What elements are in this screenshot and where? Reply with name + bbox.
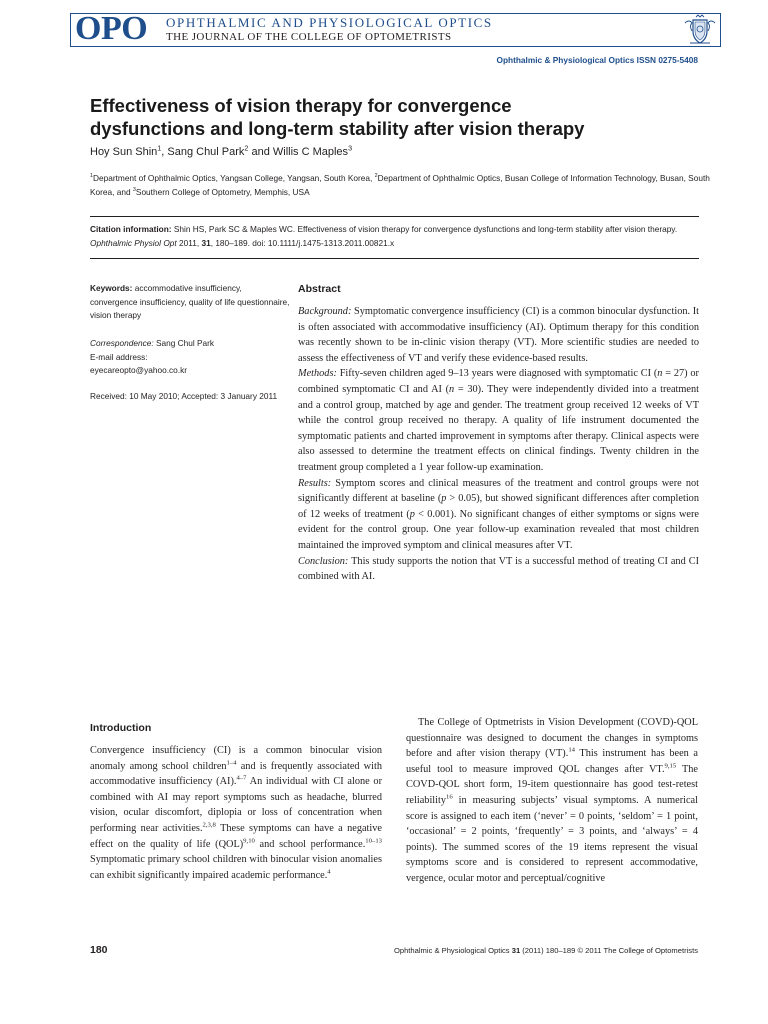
citation-ref: 4 <box>327 868 331 876</box>
correspondence-name: Sang Chul Park <box>153 338 215 348</box>
citation-ref: 1–4 <box>226 759 237 767</box>
keywords-label: Keywords: <box>90 283 133 293</box>
running-footer: Ophthalmic & Physiological Optics 31 (2011) 180–189 © 2011 The College of Optometrists <box>393 946 698 955</box>
introduction-heading: Introduction <box>90 722 152 734</box>
title-line: Effectiveness of vision therapy for convergence <box>90 95 512 116</box>
citation-ref: 4–7 <box>236 774 247 782</box>
page-number: 180 <box>90 944 108 956</box>
citation-ref: 9,10 <box>243 837 255 845</box>
body-column-left <box>90 743 382 883</box>
keywords-block <box>90 282 290 323</box>
author-affiliation-mark: 3 <box>348 144 353 153</box>
author-name: Sang Chul Park <box>167 146 245 158</box>
author-name: Willis C Maples <box>272 146 349 158</box>
citation-ref: 2,3,8 <box>202 821 216 829</box>
correspondence-label: Correspondence: <box>90 338 154 348</box>
journal-logo: OPO <box>75 10 148 47</box>
journal-subtitle: THE JOURNAL OF THE COLLEGE OF OPTOMETRISTS <box>166 31 452 43</box>
paragraph: The College of Optmetrists in Vision Development (COVD)-QOL questionnaire was designed to document the changes in symptoms before and after vision therapy (VT).$^{14}$ This instrument has been a useful tool to measure improved QOL changes after VT.$^{9,15}$ The COVD-QOL short form, 19-item questionnaire has good test-retest reliability$^{16}$ in measuring subjects’ visual symptoms. A numerical score is assigned to each item (‘never’ = 0 points, ‘seldom’ = 1 point, ‘occasional’ = 2 points, ‘frequently’ = 3 points, and ‘always’ = 4 points). The summed scores of the 19 items represent the visual symptoms score and is considered to represent accommodative, vergence, ocular motor and perceptual/cognitive <box>406 717 698 884</box>
divider <box>90 258 699 259</box>
author-affiliation-mark: 1 <box>157 144 162 153</box>
abstract-conclusion: Conclusion: This study supports the notion that VT is a successful method of treating CI and CI combined with AI. <box>298 555 699 583</box>
issn-line: Ophthalmic & Physiological Optics ISSN 0275-5408 <box>496 55 698 65</box>
college-crest-icon <box>681 14 719 46</box>
affiliations: $^1$Department of Ophthalmic Optics, Yangsan College, Yangsan, South Korea, $^2$Department of Ophthalmic Optics, Busan College of Information Technology, Busan, South Korea, and $^3$Southern College of Optometry, Memphis, USA <box>90 173 710 197</box>
email-label: E-mail address: <box>90 351 148 362</box>
body-column-right <box>406 715 698 887</box>
divider <box>90 216 699 217</box>
journal-name: OPHTHALMIC AND PHYSIOLOGICAL OPTICS <box>166 15 493 30</box>
email-link[interactable]: eyecareopto@yahoo.co.kr <box>90 365 187 375</box>
author-list: Hoy Sun Shin$^1$, Sang Chul Park$^2$ and Willis C Maples$^3$ <box>90 144 353 158</box>
abstract-methods: Methods: Fifty-seven children aged 9–13 years were diagnosed with symptomatic CI (n = 27) or combined symptomatic CI and AI (n = 30). They were independently divided into a treatment and a control group, matched by age and gender. The treatment group received 12 weeks of VT while the control group received no therapy. A quality of life instrument documented the symptomatic patients and charted improvement in symptoms after therapy. Clinical aspects were also assessed to determine the treatment effects on clinical findings. Twenty children in the treatment group completed a 1 year follow-up examination. <box>298 368 699 473</box>
keywords-text: accommodative insufficiency, convergence insufficiency, quality of life questionnaire, vision therapy <box>90 283 290 320</box>
author-name: Hoy Sun Shin <box>90 146 158 158</box>
citation-information: Citation information: Shin HS, Park SC & Maples WC. Effectiveness of vision therapy for convergence dysfunctions and long-term stability after vision therapy. Ophthalmic Physiol Opt 2011, 31, 180–189. doi: 10.1111/j.1475-1313.2011.00821.x <box>90 224 678 248</box>
citation-ref: 16 <box>446 793 453 801</box>
correspondence-block <box>90 337 290 378</box>
article-title <box>90 94 710 140</box>
author-affiliation-mark: 2 <box>244 144 249 153</box>
citation-ref: 9,15 <box>664 762 677 770</box>
paragraph: Convergence insufficiency (CI) is a common binocular vision anomaly among school children$^{1-4}$ and is frequently associated with accommodative insufficiency (AI).$^{4-7}$ An individual with CI alone or combined with AI may report symptoms such as headache, blurred vision, ocular discomfort, diplopia or loss of concentration when performing near activities.$^{2,3,8}$ These symptoms can have a negative effect on the quality of life (QOL)$^{9,10}$ and school performance.$^{10-13}$ Symptomatic primary school children with binocular vision anomalies can exhibit significantly impaired academic performance.$^4$ <box>90 745 383 881</box>
abstract-results: Results: Symptom scores and clinical measures of the treatment and control groups were not significantly different at baseline (p > 0.05), but showed significant differences after completion of 12 weeks of treatment (p < 0.001). No significant changes of either symptoms or signs were evident for the control group. One year follow-up examination revealed that most children maintained the improved symptom and clinical measures after VT. <box>298 477 699 551</box>
citation-ref: 14 <box>568 746 575 754</box>
title-line: dysfunctions and long-term stability after vision therapy <box>90 118 585 139</box>
citation-label: Citation information: <box>90 224 172 234</box>
abstract-background: Background: Symptomatic convergence insufficiency (CI) is a common binocular dysfunction. It is often associated with accommodative insufficiency (AI). Optimum therapy for this condition was recently shown to be in-clinic vision therapy (VT). More scientific studies are needed to assess the effectiveness of VT and verify these evidence-based results. <box>298 306 699 364</box>
citation-ref: 10–13 <box>365 837 383 845</box>
received-dates: Received: 10 May 2010; Accepted: 3 January 2011 <box>90 391 278 401</box>
abstract-body <box>298 304 699 585</box>
abstract-heading: Abstract <box>298 283 341 295</box>
